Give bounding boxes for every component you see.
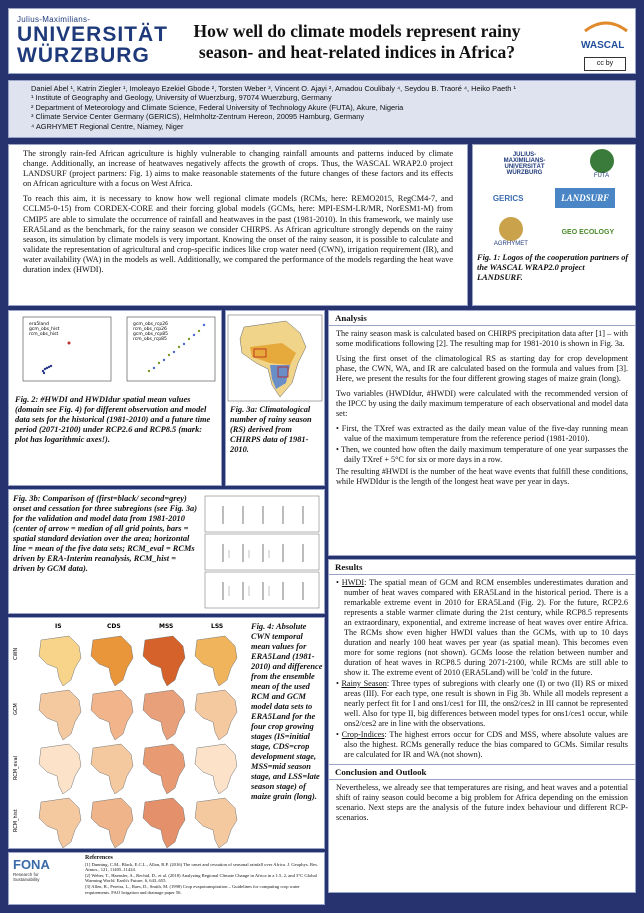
fig3a-caption: Fig. 3a: Climatological number of rainy season (RS) derived from CHIRPS data of 1981-2010.: [230, 405, 312, 454]
analysis-bullet-1: • First, the TXref was extracted as the daily mean value of the five-day running mean value of the maximum temperature from the reference period (1981-2010).: [336, 424, 628, 444]
fig3b-caption: Fig. 3b: Comparison of (first=black/ second=grey) onset and cessation for three subregions (see Fig. 3a) for the validation and model data from 1981-2010 (center of arrow = median of all grid points, bars = spatial standard deviation over the area; horizontal line = mean of the five data sets; RCM_eval = RCMs driven by ERA-Interim reanalysis, RCM_hist = driven by GCM data).: [13, 494, 198, 573]
fig4-row-rcm-hist: RCM_hist: [13, 809, 19, 832]
fig4-africa-map: [143, 798, 185, 848]
fig4-map-grid: [11, 620, 247, 848]
poster-title: How well do climate models represent rainy season- and heat-related indices in Africa?: [193, 21, 521, 62]
logo-agrhymet: AGRHYMET: [493, 241, 528, 247]
fig4-africa-map: [91, 636, 133, 686]
results-crop-label: Crop-Indices: [341, 730, 385, 739]
logo-futa: FUTA: [593, 173, 610, 179]
analysis-bullet-2: • Then, we counted how often the daily maximum temperature of one year surpasses the daily TXref + 5°C for six or more days in a row.: [336, 445, 628, 465]
university-logo: [17, 15, 172, 71]
affiliation-2: ² Department of Meteorology and Climate Science, Federal University of Technology Akure (FUTA), Akure, Nigeria: [31, 102, 404, 112]
analysis-paragraph-4: The resulting #HWDI is the number of the heat wave events that fulfill these conditions, while HWDIdur is the length of the longest heat wave per year in days.: [336, 467, 628, 486]
university-name-2: WÜRZBURG: [17, 44, 150, 67]
fig4-africa-map: [143, 636, 185, 686]
fig4-row-cwn: CWN: [13, 647, 19, 660]
fig4-africa-map: [143, 744, 185, 794]
wascal-logo: [581, 17, 631, 51]
fig1-caption: Fig. 1: Logos of the cooperation partners of the WASCAL WRAP2.0 project LANDSURF.: [477, 253, 629, 282]
fig4-africa-map: [39, 798, 81, 848]
results-rs-label: Rainy Season: [341, 679, 387, 688]
fig4-africa-map: [195, 798, 237, 848]
reference-2: [2] Weber, T., Haensler, A., Rechid, D., et al. (2018) Analyzing Regional Climate Change in Africa in a 1.5, 2, and 3°C Global Warming World. Earth's Future, 6, 643–655.: [85, 872, 317, 884]
figure-4: [8, 617, 325, 849]
results-crop-text: : The highest errors occur for CDS and MSS, where absolute values are also the highest. RCMs generally reduce the bias compared to GCMs. Similar results are calculated for IR and WA (not shown).: [344, 730, 628, 759]
wascal-text: WASCAL: [581, 40, 625, 51]
futa-logo-icon: [590, 149, 614, 173]
fig4-col-mss: MSS: [159, 623, 174, 630]
introduction-block: [8, 144, 468, 306]
figure-3b: [8, 489, 325, 614]
logo-uni-wuerzburg: JULIUS-MAXIMILIANS-UNIVERSITÄT WÜRZBURG: [503, 152, 546, 176]
results-heading: Results: [329, 560, 635, 575]
poster-header: [8, 8, 636, 74]
logo-landsurf: LANDSURF: [555, 188, 615, 208]
affiliation-3: ³ Climate Service Center Germany (GERICS), Helmholtz-Zentrum Hereon, 20095 Hamburg, Germany: [31, 112, 365, 122]
fig4-col-is: IS: [55, 623, 62, 630]
figure-3a: [225, 310, 325, 486]
fig4-col-lss: LSS: [211, 623, 224, 630]
cc-license-badge: cc by: [584, 57, 626, 71]
fona-logo-subtitle: Research for Sustainability: [13, 872, 40, 882]
analysis-paragraph-2: Using the first onset of the climatological RS as starting day for crop development phase, the CWN, WA, and IR are calculated based on the formula and values from [3]. Here, we present the results for the four different growing stages of maize grain (long).: [336, 354, 628, 383]
results-rs-text: : Three types of subregions with clearly one (I) or two (II) RS or mixed areas (III). For each type, one result is shown in Fig 3b. While all models represent a nearly perfect fit for I and ons1/ces1 for III, the ons2/ces2 in III cannot be represented well. Also for type II, big differences between model types for ons1/ces1 occur, while ons2/ces2 are in line with the observations.: [344, 679, 628, 728]
fig2-legend-right-3: gcm_obs_rcp85: [133, 332, 168, 337]
reference-3: [3] Allen, R., Pereira, L., Raes, D., Smith, M. (1998) Crop evapotranspiration – Guidelines for computing crop water requirements. FAO Irrigation and drainage paper 56.: [85, 883, 300, 895]
university-name-1: UNIVERSITÄT: [17, 23, 169, 46]
results-hwdi: [336, 578, 628, 678]
fig4-col-cds: CDS: [107, 623, 121, 630]
fig4-africa-map: [195, 636, 237, 686]
fig4-africa-map: [143, 690, 185, 740]
fig2-legend-right-2: rcm_obs_rcp26: [133, 327, 167, 332]
fig2-legend-left-2: gcm_obs_hist: [29, 327, 60, 332]
fig4-africa-map: [39, 744, 81, 794]
analysis-section: [328, 310, 636, 556]
agrhymet-logo-icon: [499, 217, 523, 241]
analysis-paragraph-3: Two variables (HWDIdur, #HWDI) were calculated with the recommended version of the IPCC by using the daily maximum temperature of each observational and model data set:: [336, 389, 628, 418]
fig2-legend-left-3: rcm_obs_hist: [29, 332, 59, 337]
logo-geo-ecology: GEO ECOLOGY: [561, 228, 615, 236]
fig2-legend-left-1: era5land: [29, 322, 49, 327]
fig4-row-rcm-eval: RCM_eval: [13, 755, 19, 780]
reference-1: [1] Dunning, C.M., Black, E.C.L., Allan, R.P. (2016) The onset and cessation of seasonal rainfall over Africa. J. Geophys. Res. Atmos., 121, 11405–11424.: [85, 861, 319, 873]
fig2-legend-right-4: rcm_obs_rcp85: [133, 337, 167, 342]
fig4-africa-map: [195, 690, 237, 740]
fona-logo: [13, 857, 65, 882]
fig3a-rainy-season-map: [226, 313, 324, 403]
results-section: [328, 559, 636, 893]
fig4-africa-map: [39, 690, 81, 740]
fig4-africa-map: [39, 636, 81, 686]
results-hwdi-text: : The spatial mean of GCM and RCM ensembles underestimates duration and number of heat waves compared with ERA5Land in the historical period. There is a remarkable extreme event in 2010 for ERA5Land (Fig. 2). For the future, RCP2.6 represents a stable warmer climate during the 21st century, while RCP8.5 represents an extraordinary, exponential, and extreme increase of heat waves over entire Africa. The RCMs show even higher HWDI values than the GCMs, with up to 10 days duration and nearly 100 heat waves per year (as spatial mean). This becomes even more for some regions (not shown). GCMs loose the relation between number and duration of heat waves in RCP8.5 during 2071-2100, while RCMs are still able to show it. The extreme event of 2010 (ERA5Land) will be 'cold' in the future.: [344, 578, 628, 677]
intro-paragraph-1: The strongly rain-fed African agriculture is highly vulnerable to changing rainfall amounts and patterns induced by climate change. Additionally, an increase of heatwaves negatively affects the growth of crops. Thus, the WASCAL WRAP2.0 project LANDSURF (project partners: Fig. 1) aims to make reasonable statements of the future changes of these factors and its effects on African agriculture with a focus on West Africa.: [23, 149, 453, 189]
wascal-logo-icon: [581, 17, 631, 35]
intro-paragraph-2: To reach this aim, it is necessary to know how well regional climate models (RCMs, here: REMO2015, RegCM4-7, and CCLM5-0-15) from CORDEX-CORE and their forcing global models (GCMs, here: MPI-ESM-LR/MR, NorESM1-M) from CMIP5 are able to simulate the occurrence of rainfall and heatwaves in the past (1981-2010). In this framework, we mainly use ERA5Land as the benchmark, for the rainy season we consider CHIRPS. As African agriculture strongly depends on the rainy season, its simulation by climate models is very important. Knowing the onset of the rainy season, it is possible to calculate and validate the representation of agricultural and crop-specific indices like crop water need (CWN), irrigation requirement (IR), and water availability (WA) in the models as well. Additionally, we compared the performance of the models regarding the heat wave duration index (HWDI).: [23, 194, 453, 275]
analysis-heading: Analysis: [329, 311, 635, 326]
fig4-row-gcm: GCM: [13, 703, 19, 715]
figure-2: [8, 310, 222, 486]
conclusion-heading: Conclusion and Outlook: [329, 764, 635, 780]
references-heading: References: [85, 855, 113, 861]
affiliation-4: ⁴ AGRHYMET Regional Centre, Niamey, Niger: [31, 121, 184, 131]
results-hwdi-label: HWDI: [341, 578, 365, 587]
university-top-text: Julius-Maximilians-: [17, 15, 91, 24]
references-block: [8, 852, 325, 905]
fig4-africa-map: [91, 690, 133, 740]
fig2-scatter-plots: [9, 313, 221, 391]
analysis-paragraph-1: The rainy season mask is calculated based on CHIRPS precipitation data after [1] – with some modifications following [2]. The resulting map for 1981-2010 is shown in Fig. 3a.: [336, 329, 628, 348]
affiliation-1: ¹ Institute of Geography and Geology, University of Wuerzburg, 97074 Wuerzburg, Germany: [31, 93, 332, 103]
fig4-africa-map: [195, 744, 237, 794]
partner-logos-figure: [472, 144, 636, 306]
fig2-legend-right-1: gcm_obs_rcp26: [133, 322, 168, 327]
author-names: Daniel Abel ¹, Katrin Ziegler ¹, Imoleayo Ezekiel Gbode ², Torsten Weber ³, Vincent O. Ajayi ², Amadou Coulibaly ⁴, Seydou B. Traoré ⁴, Heiko Paeth ¹: [31, 84, 516, 93]
conclusion-text: Nevertheless, we already see that temperatures are rising, and heat waves and a potential shift of rainy season could become a big problem for Africa depending on the emission scenario. Next steps are the analysis of the future index behaviour und different RCP-scenarios.: [336, 783, 628, 822]
authors-block: [8, 80, 636, 138]
results-rainy-season: [336, 679, 628, 729]
fig2-caption: Fig. 2: #HWDI and HWDIdur spatial mean values (domain see Fig. 4) for different observation and model data sets for the historical (1981-2010) and a future time period (2071-2100) under RCP2.6 and RCP8.5 (mark: plot has logarithmic axes!).: [15, 395, 211, 444]
fona-logo-text: FONA: [13, 857, 50, 872]
fig4-africa-map: [91, 798, 133, 848]
fig4-africa-map: [91, 744, 133, 794]
logo-gerics: GERICS: [492, 193, 524, 203]
results-crop-indices: [336, 730, 628, 760]
fig3b-onset-cessation-plots: [203, 494, 321, 610]
fig4-caption: Fig. 4: Absolute CWN temporal mean values for ERA5Land (1981-2010) and difference from the ensemble mean of the used RCM and GCM model data sets to ERA5Land for the four crop growing stages (IS=initial stage, CDS=crop development stage, MSS=mid season stage, and LSS=late season stage) of maize grain (long).: [251, 622, 323, 801]
